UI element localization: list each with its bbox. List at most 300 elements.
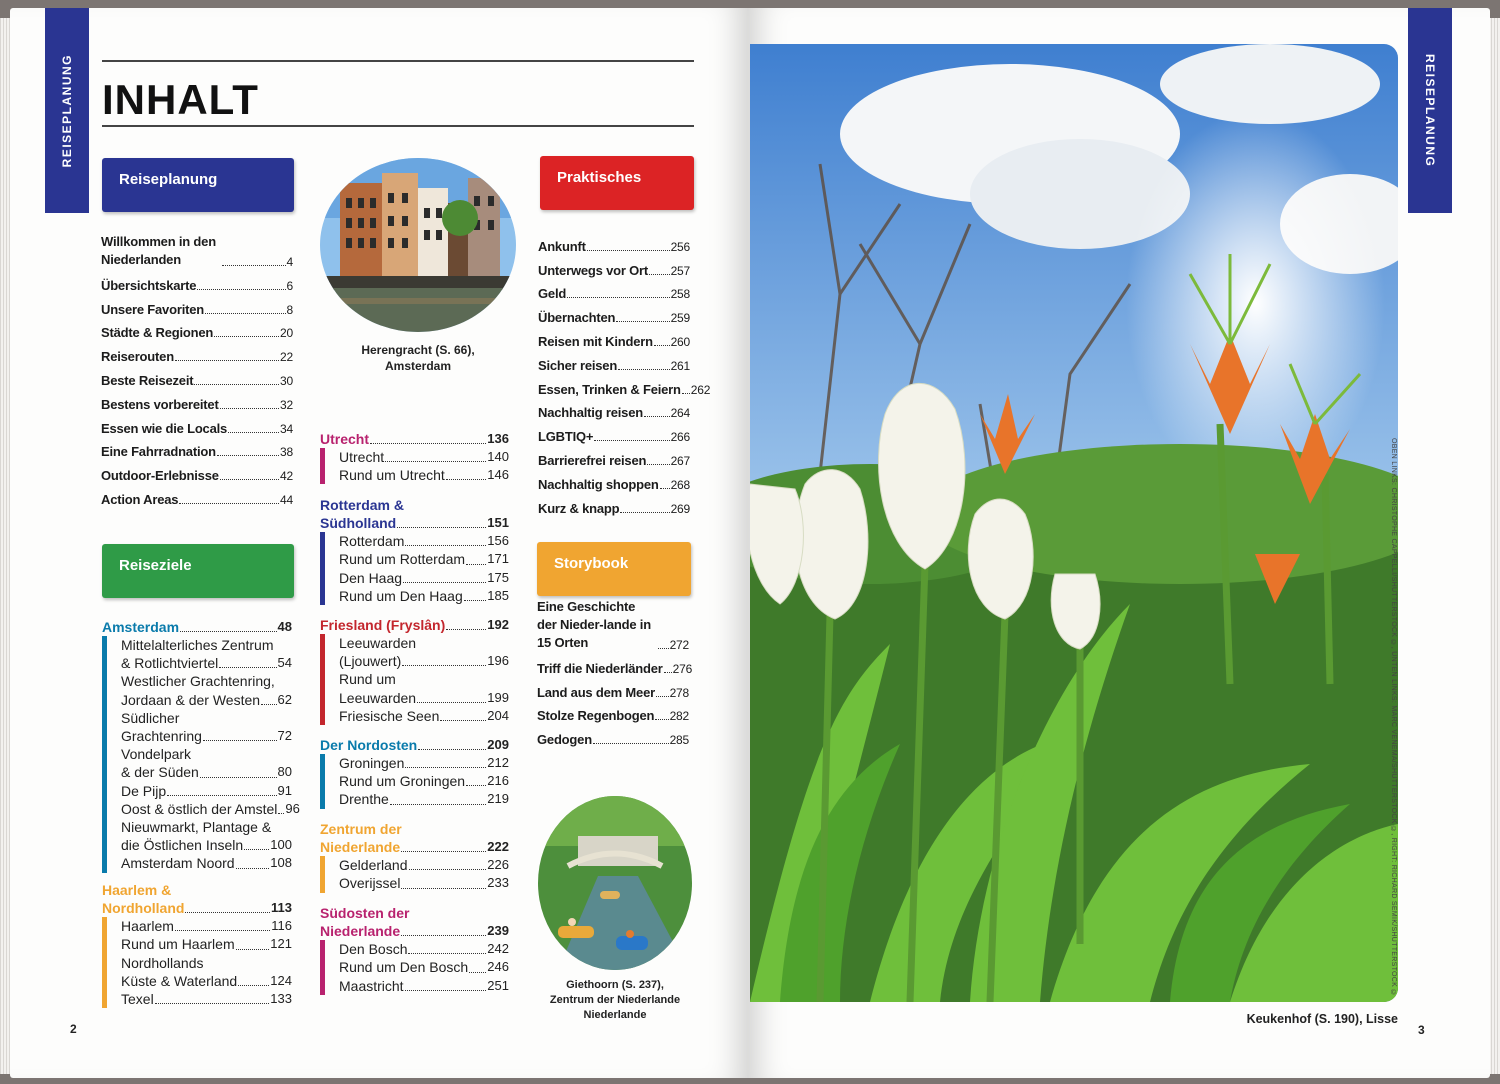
dest-sub-item[interactable] xyxy=(121,691,292,709)
dest-heading: Zentrum der xyxy=(320,821,402,837)
toc-leader xyxy=(397,527,486,528)
toc-leader xyxy=(217,455,279,456)
dest-sub-label: Den Haag xyxy=(339,569,403,586)
dest-nordosten xyxy=(320,736,509,809)
toc-label: Eine Geschichte der Nieder-lande in 15 Orten xyxy=(537,599,651,650)
dest-sub-page: 156 xyxy=(487,533,509,549)
toc-row[interactable] xyxy=(538,349,690,373)
dest-sub-label: Groningen xyxy=(339,755,405,771)
toc-page: 272 xyxy=(669,638,689,652)
dest-sub-label: Jordaan & der Westen xyxy=(121,691,261,708)
toc-label: Willkommen in den Niederlanden xyxy=(101,234,216,267)
dest-heading: Südosten der xyxy=(320,905,410,921)
dest-sub-label: (Ljouwert) xyxy=(339,653,402,670)
toc-row[interactable] xyxy=(537,700,689,724)
dest-heading-label: Nordholland xyxy=(102,900,185,917)
toc-label: Reisen mit Kindern xyxy=(538,333,653,349)
caption-herengracht xyxy=(330,342,506,374)
dest-sub-page: 185 xyxy=(487,587,509,603)
toc-row[interactable] xyxy=(101,293,293,317)
dest-sub-label: Maastricht xyxy=(339,977,404,994)
toc-leader xyxy=(405,545,486,546)
dest-sub-item[interactable] xyxy=(339,532,509,550)
dest-sub-item[interactable] xyxy=(339,587,509,605)
toc-leader xyxy=(238,985,269,986)
section-reiseplanung[interactable]: Reiseplanung xyxy=(102,158,294,212)
photo-herengracht xyxy=(320,158,516,332)
dest-sub-page: 175 xyxy=(487,569,509,585)
dest-sub-item[interactable] xyxy=(121,800,300,818)
dest-sub-page: 62 xyxy=(277,691,292,707)
toc-label: Unsere Favoriten xyxy=(101,301,205,317)
toc-label: Essen, Trinken & Feiern xyxy=(538,381,681,397)
dest-sub-label: Oost & östlich der Amstel xyxy=(121,800,278,817)
dest-heading: Rotterdam & xyxy=(320,497,405,513)
toc-row[interactable] xyxy=(538,301,690,325)
dest-heading[interactable] xyxy=(320,616,509,634)
toc-leader xyxy=(402,665,486,666)
dest-sub-label: De Pijp xyxy=(121,782,167,799)
toc-leader xyxy=(616,321,669,322)
toc-page: 268 xyxy=(670,477,690,492)
dest-sub-line: Südlicher xyxy=(121,709,180,726)
dest-sub-label: Rund um Utrecht xyxy=(339,467,445,484)
toc-leader xyxy=(175,360,279,361)
section-reiseziele[interactable]: Reiseziele xyxy=(102,544,294,598)
dest-sub-item[interactable] xyxy=(121,763,292,781)
toc-leader xyxy=(155,1003,270,1004)
dest-sub-label: Küste & Waterland xyxy=(121,972,238,989)
dest-page: 113 xyxy=(271,900,292,916)
toc-leader xyxy=(664,672,672,673)
dest-sub-label: Haarlem xyxy=(121,918,174,935)
toc-label: Stolze Regenbogen xyxy=(537,708,655,724)
photo-credit: OBEN LINKS: CHRISTOPHE CAPPELLI/SHUTTERSTOCK ©, UNTEN LINKS: MARC VENEMA/SHUTTERSTOCK ©, RIGHT: RICHARD SEMIK/SHUTTERSTOCK © xyxy=(1390,438,1397,997)
dest-sub-label: Amsterdam Noord xyxy=(121,855,235,872)
toc-leader xyxy=(587,250,670,251)
toc-page: 42 xyxy=(280,469,293,484)
toc-page: 30 xyxy=(280,373,293,388)
side-tab-label: REISEPLANUNG xyxy=(60,53,74,168)
toc-row[interactable] xyxy=(538,468,690,492)
page-title: INHALT xyxy=(102,76,259,123)
dest-page: 192 xyxy=(487,617,509,632)
toc-label: Action Areas xyxy=(101,491,179,507)
dest-heading[interactable] xyxy=(102,899,292,917)
toc-page: 276 xyxy=(672,661,693,676)
dest-sub-label: die Östlichen Inseln xyxy=(121,837,244,854)
toc-leader xyxy=(185,912,270,913)
toc-label: Ankunft xyxy=(538,238,586,254)
toc-row[interactable] xyxy=(101,483,293,507)
dest-sub-item[interactable] xyxy=(121,654,292,672)
dest-sub-page: 196 xyxy=(487,653,509,669)
toc-leader xyxy=(409,869,487,870)
dest-sub-line: Nieuwmarkt, Plantage & xyxy=(121,819,272,836)
dest-sub-item[interactable] xyxy=(121,727,292,745)
toc-label: Essen wie die Locals xyxy=(101,420,228,436)
toc-leader xyxy=(647,464,669,465)
dest-sub-line: Rund um xyxy=(339,671,396,688)
toc-row[interactable] xyxy=(538,325,690,349)
dest-sub-item[interactable] xyxy=(339,466,509,484)
toc-row[interactable] xyxy=(538,397,690,421)
dest-sublist xyxy=(102,636,300,873)
toc-page: 258 xyxy=(670,287,690,302)
toc-row[interactable] xyxy=(537,652,693,676)
toc-leader xyxy=(220,479,279,480)
toc-row[interactable] xyxy=(101,388,293,412)
dest-sub-label: Grachtenring xyxy=(121,728,202,745)
toc-leader xyxy=(205,313,286,314)
toc-leader xyxy=(408,953,486,954)
toc-label: Beste Reisezeit xyxy=(101,372,194,388)
section-storybook[interactable]: Storybook xyxy=(537,542,691,596)
dest-sub-item[interactable] xyxy=(121,782,292,800)
toc-leader xyxy=(446,479,486,480)
toc-leader xyxy=(401,851,486,852)
caption-herengracht-line1: Herengracht (S. 66), xyxy=(361,343,475,357)
toc-label: Bestens vorbereitet xyxy=(101,396,219,412)
dest-heading[interactable] xyxy=(320,838,509,856)
toc-label: Nachhaltig shoppen xyxy=(538,476,659,492)
toc-leader xyxy=(236,949,270,950)
dest-sub-item[interactable] xyxy=(339,652,509,670)
dest-page: 136 xyxy=(487,431,509,446)
toc-leader xyxy=(469,972,486,973)
toc-row[interactable] xyxy=(101,364,293,388)
dest-sub-item[interactable] xyxy=(339,940,509,958)
right-page xyxy=(748,8,1490,1078)
toc-leader xyxy=(655,719,668,720)
toc-row[interactable] xyxy=(538,254,690,278)
toc-leader xyxy=(417,702,486,703)
caption-giethoorn xyxy=(540,978,690,1023)
dest-sub-label: & der Süden xyxy=(121,764,199,781)
toc-page: 38 xyxy=(280,445,293,460)
toc-row[interactable] xyxy=(101,231,293,269)
dest-page: 209 xyxy=(487,737,509,752)
dest-sublist xyxy=(102,917,292,1008)
toc-leader xyxy=(214,336,279,337)
toc-label: Städte & Regionen xyxy=(101,325,214,341)
side-tab-left xyxy=(45,8,89,213)
reiseplanung-list xyxy=(101,231,293,507)
toc-page: 34 xyxy=(280,421,293,436)
toc-label: Geld xyxy=(538,286,567,302)
photo-giethoorn xyxy=(538,796,692,970)
dest-sub-page: 242 xyxy=(487,941,509,957)
toc-leader xyxy=(405,990,487,991)
toc-leader xyxy=(261,704,276,705)
dest-rotterdam xyxy=(320,496,509,605)
caption-keukenhof: Keukenhof (S. 190), Lisse xyxy=(1246,1012,1398,1026)
toc-leader xyxy=(464,600,487,601)
toc-leader xyxy=(220,408,279,409)
toc-leader xyxy=(244,849,269,850)
toc-leader xyxy=(385,461,486,462)
dest-sub-page: 146 xyxy=(487,467,509,483)
toc-leader xyxy=(180,631,277,632)
dest-heading-label: Niederlande xyxy=(320,923,401,940)
dest-sub-line: Vondelpark xyxy=(121,746,192,763)
toc-page: 266 xyxy=(670,430,690,445)
title-rule-bottom xyxy=(102,125,694,127)
dest-sub-item[interactable] xyxy=(339,977,509,995)
toc-leader xyxy=(401,935,486,936)
toc-page: 262 xyxy=(690,382,711,397)
toc-row[interactable] xyxy=(101,269,293,293)
caption-giethoorn-line3: Niederlande xyxy=(583,1009,647,1021)
dest-sub-item[interactable] xyxy=(339,689,509,707)
dest-friesland xyxy=(320,616,509,725)
caption-herengracht-line2: Amsterdam xyxy=(384,359,452,373)
toc-page: 32 xyxy=(280,397,293,412)
toc-row[interactable] xyxy=(537,723,689,747)
title-rule-top xyxy=(102,60,694,62)
toc-leader xyxy=(418,749,486,750)
toc-leader xyxy=(390,804,486,805)
dest-sub-page: 121 xyxy=(270,936,292,952)
toc-leader xyxy=(236,868,270,869)
toc-page: 282 xyxy=(669,709,689,724)
section-praktisches[interactable]: Praktisches xyxy=(540,156,694,210)
dest-sublist xyxy=(320,532,509,605)
toc-leader xyxy=(466,785,486,786)
toc-label: Übersichtskarte xyxy=(101,277,197,293)
toc-leader xyxy=(403,582,486,583)
dest-sub-label: Rund um Den Haag xyxy=(339,587,463,604)
toc-label: Land aus dem Meer xyxy=(537,684,655,700)
dest-sub-page: 246 xyxy=(487,959,509,975)
toc-leader xyxy=(446,629,486,630)
toc-row[interactable] xyxy=(101,459,293,483)
dest-page: 151 xyxy=(487,515,509,531)
dest-sub-page: 140 xyxy=(487,449,509,464)
dest-sub-label: Friesische Seen xyxy=(339,707,440,724)
toc-leader xyxy=(594,440,669,441)
dest-heading[interactable] xyxy=(320,736,509,754)
toc-page: 4 xyxy=(286,255,293,269)
dest-sub-label: Leeuwarden xyxy=(339,689,417,706)
dest-sub-page: 226 xyxy=(487,857,509,873)
dest-sub-item[interactable] xyxy=(339,874,509,892)
dest-sub-label: Rund um Groningen xyxy=(339,773,466,790)
dest-sub-page: 216 xyxy=(487,773,509,789)
dest-sub-page: 80 xyxy=(277,764,292,780)
toc-label: Übernachten xyxy=(538,310,616,326)
dest-sub-page: 108 xyxy=(270,855,292,871)
dest-utrecht xyxy=(320,430,509,484)
toc-leader xyxy=(654,345,670,346)
toc-page: 20 xyxy=(280,326,293,341)
toc-leader xyxy=(401,888,486,889)
dest-heading[interactable] xyxy=(102,618,292,636)
toc-leader xyxy=(649,274,670,275)
dest-sublist xyxy=(320,448,509,484)
dest-sub-page: 233 xyxy=(487,875,509,891)
left-page xyxy=(10,8,748,1078)
storybook-list xyxy=(537,599,693,748)
dest-sub-item[interactable] xyxy=(339,569,509,587)
dest-heading: Haarlem & xyxy=(102,882,172,898)
toc-leader xyxy=(179,503,279,504)
toc-label: LGBTIQ+ xyxy=(538,429,594,445)
toc-leader xyxy=(440,720,486,721)
page-number-right: 3 xyxy=(1418,1023,1425,1037)
toc-page: 269 xyxy=(670,501,690,516)
toc-leader xyxy=(466,564,486,565)
toc-leader xyxy=(644,416,670,417)
toc-row[interactable] xyxy=(538,492,690,516)
dest-sub-label: & Rotlichtviertel xyxy=(121,655,219,672)
toc-leader xyxy=(222,265,286,266)
toc-leader xyxy=(660,488,670,489)
dest-heading-label: Südholland xyxy=(320,515,397,532)
toc-leader xyxy=(194,384,279,385)
toc-row[interactable] xyxy=(538,278,690,302)
toc-row[interactable] xyxy=(538,444,690,468)
photo-keukenhof xyxy=(750,44,1398,1002)
page-number-left: 2 xyxy=(70,1022,77,1036)
toc-leader xyxy=(658,648,669,649)
dest-heading[interactable] xyxy=(320,514,509,532)
side-tab-right xyxy=(1408,8,1452,213)
dest-heading-label: Friesland (Fryslân) xyxy=(320,617,446,633)
dest-sub-page: 124 xyxy=(270,972,292,988)
toc-page: 256 xyxy=(670,239,690,254)
toc-leader xyxy=(197,289,285,290)
dest-sub-item[interactable] xyxy=(121,990,292,1008)
toc-label: Outdoor-Erlebnisse xyxy=(101,468,219,484)
toc-page: 44 xyxy=(280,492,293,507)
side-tab-label-right: REISEPLANUNG xyxy=(1423,53,1437,168)
dest-sub-page: 212 xyxy=(487,755,509,770)
toc-row[interactable] xyxy=(537,599,689,652)
toc-page: 264 xyxy=(670,406,690,421)
dest-sublist xyxy=(320,634,509,725)
dest-sub-label: Texel xyxy=(121,991,154,1008)
dest-sub-line: Westlicher Grachtenring, xyxy=(121,673,275,690)
toc-row[interactable] xyxy=(538,420,690,444)
toc-leader xyxy=(167,795,276,796)
dest-sub-item[interactable] xyxy=(339,754,509,772)
dest-heading-label: Amsterdam xyxy=(102,619,180,635)
dest-page: 239 xyxy=(487,923,509,939)
toc-label: Gedogen xyxy=(537,732,592,748)
toc-leader xyxy=(567,297,669,298)
toc-page: 267 xyxy=(670,453,690,468)
toc-label: Reiserouten xyxy=(101,349,174,365)
dest-sub-item[interactable] xyxy=(339,790,509,808)
dest-sub-label: Utrecht xyxy=(339,449,385,465)
toc-leader xyxy=(405,767,486,768)
dest-sublist xyxy=(320,940,509,995)
toc-page: 8 xyxy=(286,302,293,317)
dest-amsterdam xyxy=(102,618,300,873)
dest-heading-label: Der Nordosten xyxy=(320,737,418,753)
dest-page: 48 xyxy=(277,619,292,634)
dest-sub-page: 100 xyxy=(270,837,292,853)
toc-leader xyxy=(228,432,279,433)
dest-sub-label: Rotterdam xyxy=(339,533,405,550)
toc-page: 285 xyxy=(669,733,689,748)
dest-sub-item[interactable] xyxy=(121,935,292,953)
dest-sub-page: 171 xyxy=(487,551,509,567)
toc-row[interactable] xyxy=(101,412,293,436)
toc-leader xyxy=(203,740,277,741)
dest-sub-item[interactable] xyxy=(339,448,509,466)
toc-page: 259 xyxy=(670,311,690,326)
toc-row[interactable] xyxy=(538,373,711,397)
toc-leader xyxy=(682,393,690,394)
dest-heading[interactable] xyxy=(320,430,509,448)
dest-sub-item[interactable] xyxy=(121,836,292,854)
dest-haarlem xyxy=(102,881,292,1008)
dest-sub-item[interactable] xyxy=(339,550,509,568)
dest-suedosten xyxy=(320,904,509,995)
dest-sub-line: Leeuwarden xyxy=(339,635,417,651)
dest-sub-page: 251 xyxy=(487,977,509,993)
dest-sub-label: Den Bosch xyxy=(339,941,408,958)
toc-label: Barrierefrei reisen xyxy=(538,452,647,468)
toc-leader xyxy=(620,512,669,513)
toc-leader xyxy=(278,813,284,814)
dest-sub-line: Mittelalterliches Zentrum xyxy=(121,637,274,653)
dest-sub-item[interactable] xyxy=(339,958,509,976)
dest-heading-label: Niederlande xyxy=(320,839,401,856)
toc-row[interactable] xyxy=(101,340,293,364)
dest-heading-label: Utrecht xyxy=(320,431,370,447)
caption-giethoorn-line2: Zentrum der Niederlande xyxy=(549,994,681,1006)
dest-sub-item[interactable] xyxy=(121,854,292,872)
toc-page: 261 xyxy=(670,358,690,373)
toc-row[interactable] xyxy=(537,676,689,700)
toc-row[interactable] xyxy=(101,436,293,460)
dest-sub-item[interactable] xyxy=(339,707,509,725)
toc-page: 22 xyxy=(280,350,293,365)
dest-zentrum xyxy=(320,820,509,893)
dest-sublist xyxy=(320,856,509,892)
dest-sub-page: 133 xyxy=(270,991,292,1007)
toc-page: 278 xyxy=(669,685,689,700)
dest-sub-item[interactable] xyxy=(339,772,509,790)
toc-leader xyxy=(593,743,669,744)
dest-sub-label: Gelderland xyxy=(339,857,408,874)
dest-sub-item[interactable] xyxy=(121,972,292,990)
toc-page: 257 xyxy=(670,263,690,278)
dest-sub-page: 91 xyxy=(277,782,292,798)
dest-sub-page: 204 xyxy=(487,707,509,723)
toc-leader xyxy=(175,930,270,931)
toc-label: Eine Fahrradnation xyxy=(101,444,216,460)
toc-leader xyxy=(200,777,277,778)
dest-sub-item[interactable] xyxy=(121,917,292,935)
dest-sub-page: 54 xyxy=(277,655,292,671)
dest-sub-label: Rund um Rotterdam xyxy=(339,551,466,568)
toc-label: Kurz & knapp xyxy=(538,500,620,516)
toc-leader xyxy=(656,696,669,697)
toc-row[interactable] xyxy=(101,317,293,341)
toc-leader xyxy=(219,667,276,668)
toc-label: Unterwegs vor Ort xyxy=(538,262,649,278)
toc-row[interactable] xyxy=(538,230,690,254)
dest-sub-page: 199 xyxy=(487,689,509,705)
caption-giethoorn-line1: Giethoorn (S. 237), xyxy=(566,979,664,991)
dest-heading[interactable] xyxy=(320,922,509,940)
toc-leader xyxy=(618,369,670,370)
dest-sub-item[interactable] xyxy=(339,856,509,874)
